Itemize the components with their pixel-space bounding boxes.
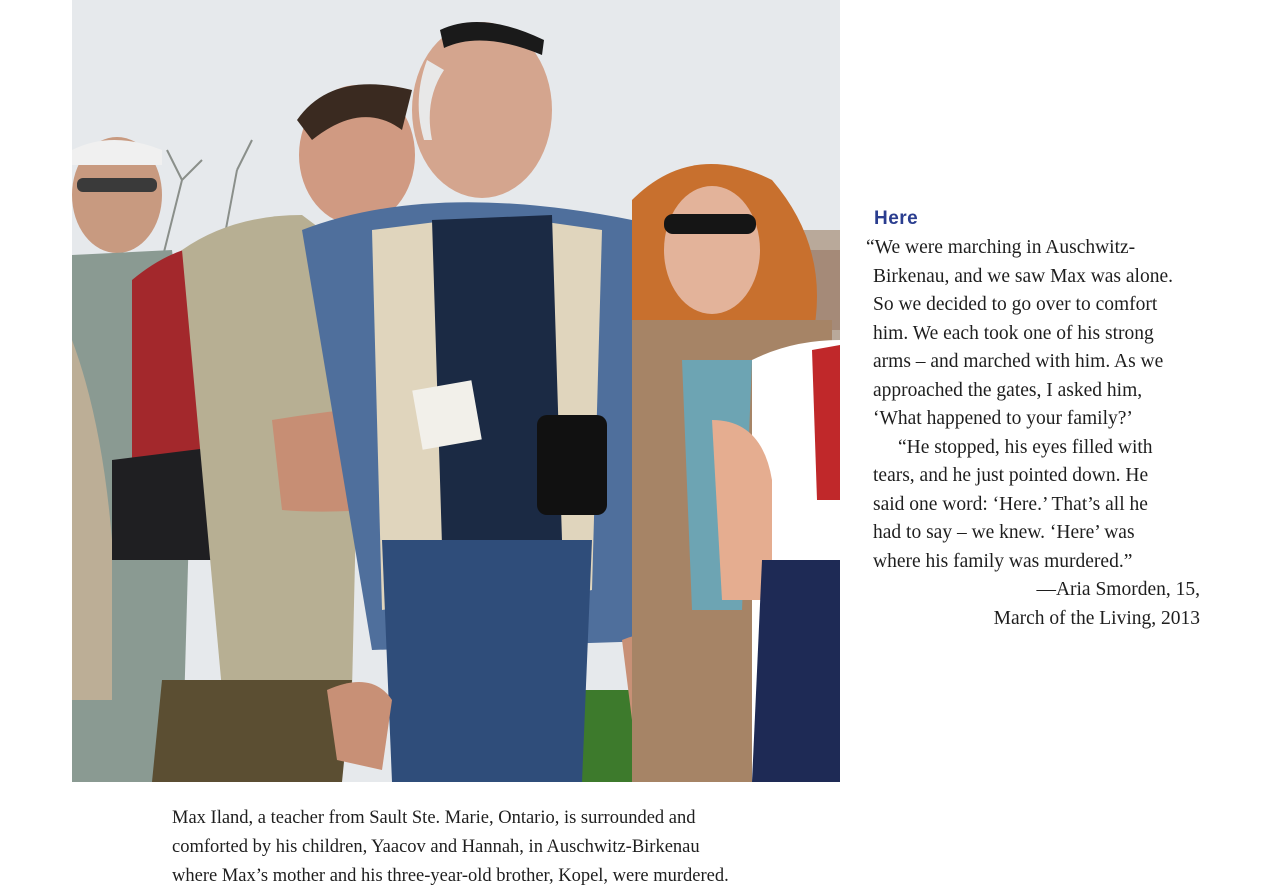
quote-line: “He stopped, his eyes filled with xyxy=(898,436,1153,458)
quote-attribution xyxy=(866,576,1200,633)
quote-line: So we decided to go over to comfort xyxy=(873,294,1158,315)
photograph-image xyxy=(72,0,840,782)
sidebar-heading: Here xyxy=(874,208,919,229)
quote-sidebar xyxy=(866,206,1226,633)
attribution-line: —Aria Smorden, 15, xyxy=(1036,579,1200,600)
quote-line: ‘What happened to your family?’ xyxy=(873,408,1133,429)
attribution-line: March of the Living, 2013 xyxy=(993,607,1200,629)
caption-line: Max Iland, a teacher from Sault Ste. Marie, Ontario, is surrounded and xyxy=(172,808,696,828)
quote-line: said one word: ‘Here.’ That’s all he xyxy=(873,493,1148,515)
quote-line: arms – and marched with him. As we xyxy=(873,351,1164,372)
quote-line: tears, and he just pointed down. He xyxy=(873,465,1149,486)
quote-line: “We were marching in Auschwitz- xyxy=(866,237,1136,258)
quote-line: where his family was murdered.” xyxy=(873,550,1133,572)
caption-line: where Max’s mother and his three-year-old brother, Kopel, were murdered. xyxy=(172,866,729,886)
quote-line: Birkenau, and we saw Max was alone. xyxy=(873,265,1173,287)
photo-caption xyxy=(172,804,812,891)
quote-text xyxy=(866,234,1226,576)
caption-line: comforted by his children, Yaacov and Hannah, in Auschwitz-Birkenau xyxy=(172,837,700,857)
quote-line: him. We each took one of his strong xyxy=(873,322,1154,344)
photograph xyxy=(72,0,840,782)
quote-line: approached the gates, I asked him, xyxy=(873,379,1143,401)
quote-line: had to say – we knew. ‘Here’ was xyxy=(873,522,1135,543)
